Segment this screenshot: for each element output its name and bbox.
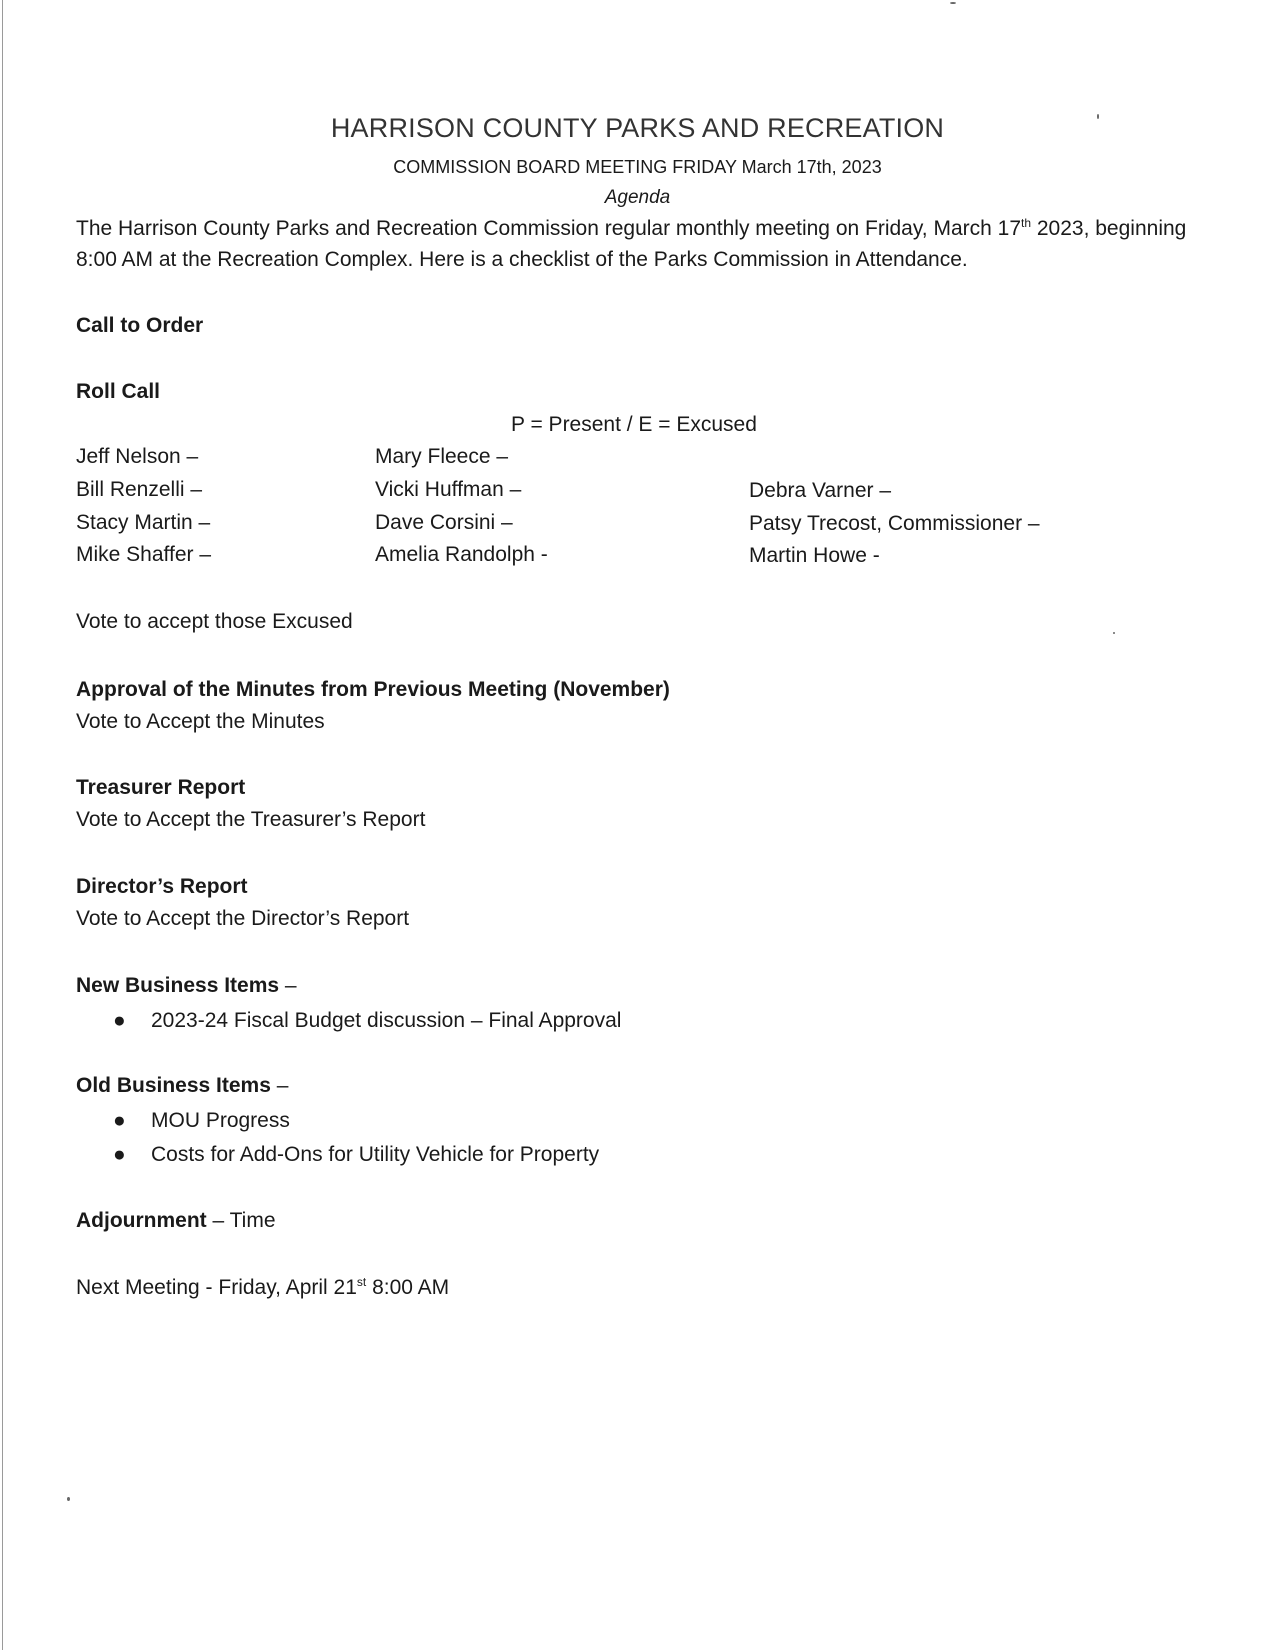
next-meeting-text-1: Next Meeting - Friday, April 21	[76, 1276, 357, 1299]
intro-text-1: The Harrison County Parks and Recreation Commission regular monthly meeting on Friday, March 17	[76, 217, 1022, 240]
treasurer-vote-text: Vote to Accept the Treasurer’s Report	[76, 808, 426, 831]
intro-superscript: th	[1021, 216, 1032, 230]
bullet-icon: ●	[113, 1143, 126, 1166]
document-title: HARRISON COUNTY PARKS AND RECREATION	[330, 113, 945, 143]
new-business-heading: New Business Items	[76, 974, 280, 997]
adjournment-text: – Time	[206, 1209, 276, 1232]
call-to-order-heading: Call to Order	[76, 314, 204, 337]
agenda-label: Agenda	[604, 187, 671, 208]
treasurer-heading: Treasurer Report	[76, 776, 246, 799]
intro-paragraph	[76, 213, 1206, 275]
roll-call-member: Debra Varner –	[749, 479, 892, 502]
bullet-icon: ●	[113, 1009, 126, 1032]
list-item	[113, 1109, 290, 1133]
roll-call-member: Bill Renzelli –	[76, 478, 203, 501]
next-meeting-text	[76, 1276, 449, 1300]
scan-speck	[67, 1497, 70, 1501]
roll-call-member: Dave Corsini –	[375, 511, 513, 534]
bullet-icon: ●	[113, 1109, 126, 1132]
old-business-heading-line	[76, 1074, 288, 1098]
next-meeting-text-2: 8:00 AM	[366, 1276, 450, 1299]
list-item	[113, 1009, 622, 1033]
adjournment-heading: Adjournment	[76, 1209, 207, 1232]
list-item	[113, 1143, 600, 1167]
roll-call-member: Martin Howe -	[749, 544, 880, 567]
minutes-heading: Approval of the Minutes from Previous Meeting (November)	[76, 678, 670, 701]
intro-text-2: 2023, beginning 8:00 AM at the Recreation Complex. Here is a checklist of the Parks Commission in Attendance.	[76, 217, 1187, 271]
roll-call-member: Stacy Martin –	[76, 511, 211, 534]
director-heading: Director’s Report	[76, 875, 248, 898]
adjournment-line	[76, 1209, 276, 1233]
scan-edge-line	[2, 0, 3, 1650]
list-item-text: 2023-24 Fiscal Budget discussion – Final Approval	[151, 1009, 622, 1032]
vote-excused-text: Vote to accept those Excused	[76, 610, 353, 633]
director-vote-text: Vote to Accept the Director’s Report	[76, 907, 410, 930]
roll-call-member: Vicki Huffman –	[375, 478, 522, 501]
roll-call-member: Patsy Trecost, Commissioner –	[749, 512, 1040, 535]
meeting-subtitle: COMMISSION BOARD MEETING FRIDAY March 17th, 2023	[393, 157, 882, 177]
roll-call-member: Amelia Randolph -	[375, 543, 548, 566]
attendance-legend: P = Present / E = Excused	[511, 413, 757, 436]
list-item-text: Costs for Add-Ons for Utility Vehicle for Property	[151, 1143, 600, 1166]
roll-call-heading: Roll Call	[76, 380, 161, 403]
roll-call-member: Jeff Nelson –	[76, 445, 199, 468]
list-item-text: MOU Progress	[151, 1109, 290, 1132]
new-business-heading-line	[76, 974, 297, 998]
roll-call-member: Mike Shaffer –	[76, 543, 212, 566]
scan-speck	[1097, 114, 1099, 119]
minutes-vote-text: Vote to Accept the Minutes	[76, 710, 325, 733]
scan-speck	[950, 2, 956, 4]
next-meeting-superscript: st	[356, 1275, 367, 1289]
scan-speck	[1113, 632, 1115, 634]
roll-call-member: Mary Fleece –	[375, 445, 509, 468]
old-business-dash: –	[270, 1074, 289, 1097]
old-business-heading: Old Business Items	[76, 1074, 271, 1097]
new-business-dash: –	[279, 974, 297, 997]
